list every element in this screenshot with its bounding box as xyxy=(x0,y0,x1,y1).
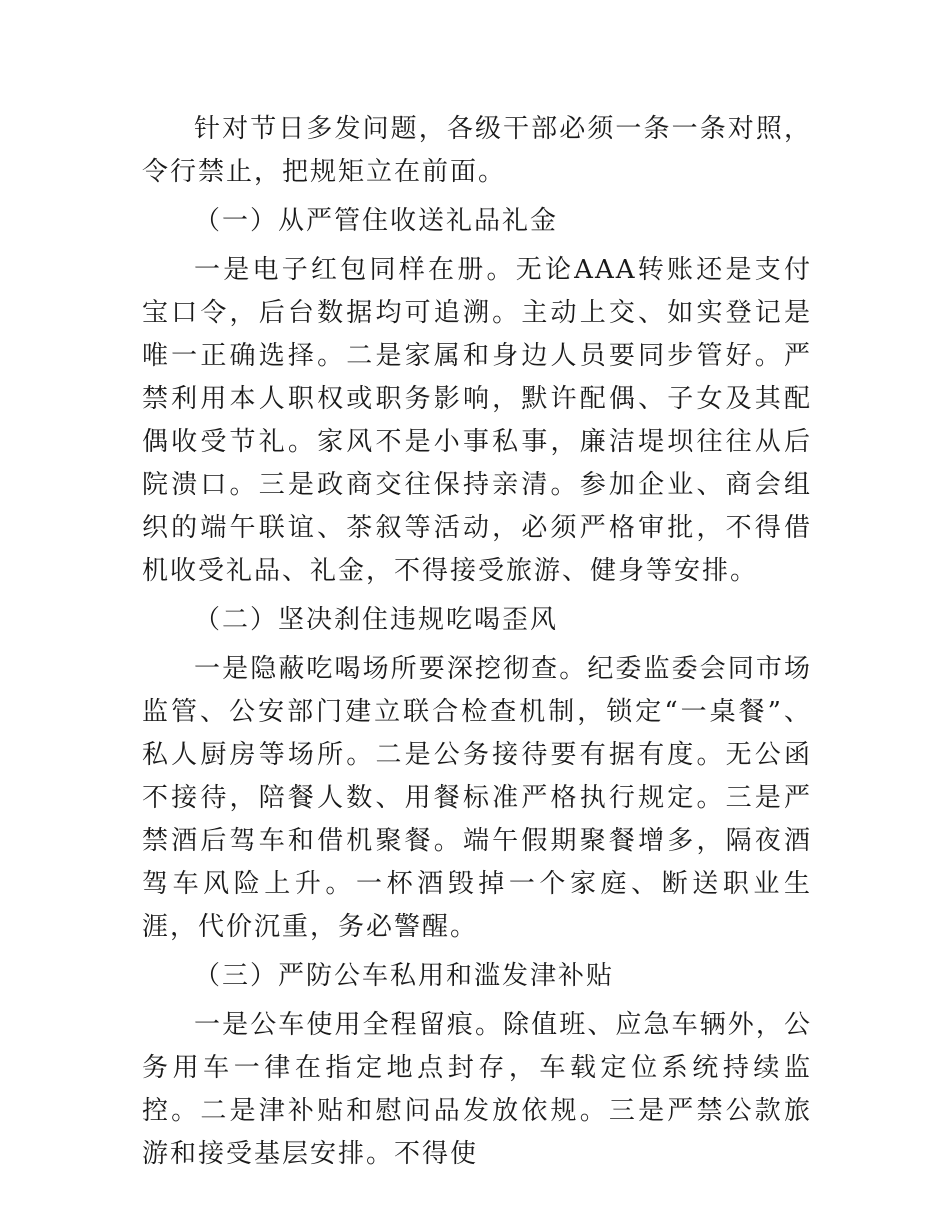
intro-paragraph: 针对节日多发问题，各级干部必须一条一条对照，令行禁止，把规矩立在前面。 xyxy=(142,114,812,187)
section-body-1: 一是电子红包同样在册。无论AAA转账还是支付宝口令，后台数据均可追溯。主动上交、如实登记是唯一正确选择。二是家属和身边人员要同步管好。严禁利用本人职权或职务影响，默许配偶、子女及其配偶收受节礼。家风不是小事私事，廉洁堤坝往往从后院溃口。三是政商交往保持亲清。参加企业、商会组织的端午联谊、茶叙等活动，必须严格审批，不得借机收受礼品、礼金，不得接受旅游、健身等安排。 xyxy=(142,255,812,586)
section-heading-3: （三）严防公车私用和滥发津补贴 xyxy=(194,961,615,991)
section-heading-1: （一）从严管住收送礼品礼金 xyxy=(194,206,559,236)
section-heading-2: （二）坚决刹住违规吃喝歪风 xyxy=(194,605,559,635)
section-body-2: 一是隐蔽吃喝场所要深挖彻查。纪委监委会同市场监管、公安部门建立联合检查机制，锁定“一桌餐”、私人厨房等场所。二是公务接待要有据有度。无公函不接待，陪餐人数、用餐标准严格执行规定。三是严禁酒后驾车和借机聚餐。端午假期聚餐增多，隔夜酒驾车风险上升。一杯酒毁掉一个家庭、断送职业生涯，代价沉重，务必警醒。 xyxy=(142,654,812,942)
section-body-3: 一是公车使用全程留痕。除值班、应急车辆外，公务用车一律在指定地点封存，车载定位系统持续监控。二是津补贴和慰问品发放依规。三是严禁公款旅游和接受基层安排。不得使 xyxy=(142,1010,812,1169)
document-body xyxy=(142,108,812,1176)
